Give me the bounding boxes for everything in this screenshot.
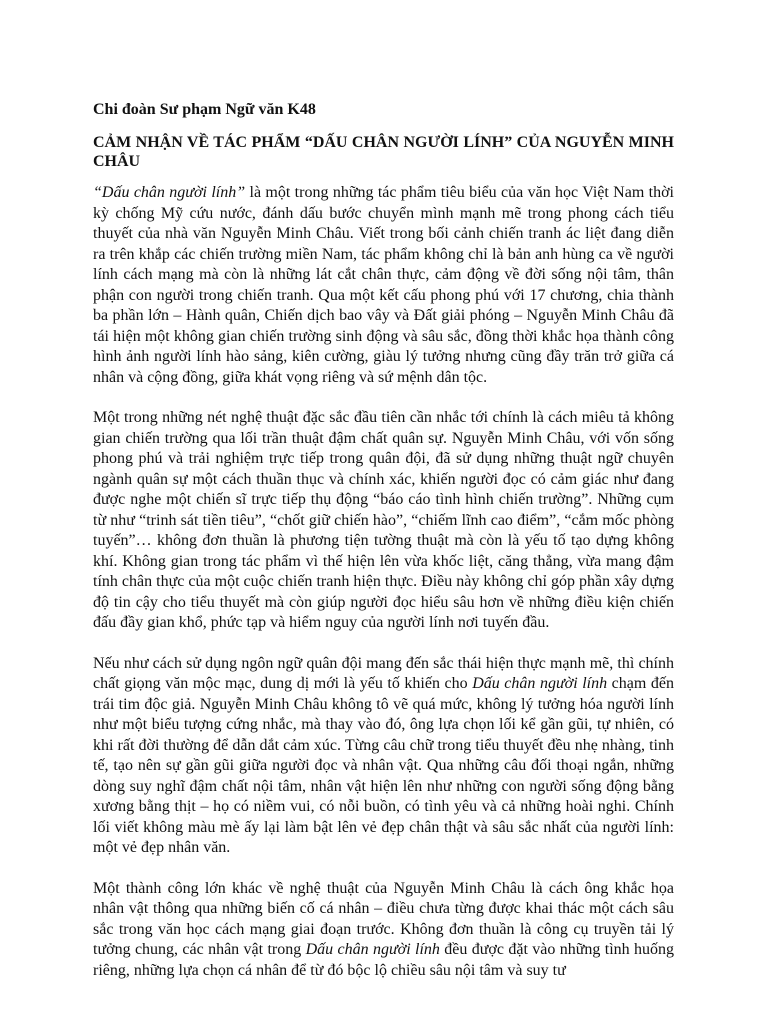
paragraph-3-before: Nếu như cách sử dụng ngôn ngữ quân đội mang đến sắc thái hiện thực mạnh mẽ, thì chính chất giọng văn mộc mạc, dung dị mới là yếu tố khiến cho xyxy=(93,654,674,692)
paragraph-4-after: đều được đặt vào những tình huống riêng, những lựa chọn cá nhân để từ đó bộc lộ chiều sâu nội tâm và suy tư xyxy=(93,941,674,979)
paragraph-2: Một trong những nét nghệ thuật đặc sắc đầu tiên cần nhắc tới chính là cách miêu tả không gian chiến trường qua lối trần thuật đậm chất quân sự. Nguyễn Minh Châu, với vốn sống phong phú và trải nghiệm trực tiếp trong quân đội, đã sử dụng những thuật ngữ chuyên ngành quân sự một cách thuần thục và chính xác, khiến người đọc có cảm giác như đang được nghe một chiến sĩ trực tiếp thụ động “báo cáo tình hình chiến trường”. Những cụm từ như “trinh sát tiền tiêu”, “chốt giữ chiến hào”, “chiếm lĩnh cao điểm”, “cắm mốc phòng tuyến”… không đơn thuần là phương tiện tường thuật mà còn là yếu tố tạo dựng không khí. Không gian trong tác phẩm vì thế hiện lên vừa khốc liệt, căng thẳng, vừa mang đậm tính chân thực của một cuộc chiến tranh hiện thực. Điều này không chỉ góp phần xây dựng độ tin cậy cho tiểu thuyết mà còn giúp người đọc hiểu sâu hơn về những điều kiện chiến đấu đầy gian khổ, phức tạp và hiểm nguy của người lính nơi tuyến đầu. xyxy=(93,409,674,631)
document-title: CẢM NHẬN VỀ TÁC PHẨM “DẤU CHÂN NGƯỜI LÍNH” CỦA NGUYỄN MINH CHÂU xyxy=(93,134,674,170)
document-page xyxy=(93,98,674,981)
paragraph-1-italic-title: “Dấu chân người lính” xyxy=(93,184,246,201)
paragraph-3-italic-title: Dấu chân người lính xyxy=(472,675,608,692)
paragraph-4 xyxy=(93,879,674,982)
organization-line: Chi đoàn Sư phạm Ngữ văn K48 xyxy=(93,101,316,118)
paragraph-3 xyxy=(93,654,674,859)
paragraph-3-after: chạm đến trái tim độc giả. Nguyễn Minh Châu không tô vẽ quá mức, không lý tưởng hóa người lính như một biểu tượng cứng nhắc, mà thay vào đó, ông lựa chọn lối kể gần gũi, tự nhiên, có khi rất đời thường để dẫn dắt cảm xúc. Từng câu chữ trong tiểu thuyết đều nhẹ nhàng, tinh tế, tạo nên sự gần gũi giữa người đọc và nhân vật. Qua những câu đối thoại ngắn, những dòng suy nghĩ đậm chất nội tâm, nhân vật hiện lên như những con người sống động bằng xương bằng thịt – họ có niềm vui, có nỗi buồn, có tình yêu và cả những hoài nghi. Chính lối viết không màu mè ấy lại làm bật lên vẻ đẹp chân thật và sâu sắc nhất của người lính: một vẻ đẹp nhân văn. xyxy=(93,675,674,856)
paragraph-1-text: là một trong những tác phẩm tiêu biểu của văn học Việt Nam thời kỳ chống Mỹ cứu nước, đánh dấu bước chuyển mình mạnh mẽ trong phong cách tiểu thuyết của nhà văn Nguyễn Minh Châu. Viết trong bối cảnh chiến tranh ác liệt đang diễn ra trên khắp các chiến trường miền Nam, tác phẩm không chỉ là bản anh hùng ca về người lính cách mạng mà còn là những lát cắt chân thực, cảm động về đời sống nội tâm, thân phận con người trong chiến tranh. Qua một kết cấu phong phú với 17 chương, chia thành ba phần lớn – Hành quân, Chiến dịch bao vây và Đất giải phóng – Nguyễn Minh Châu đã tái hiện một không gian chiến trường sinh động và sâu sắc, đồng thời khắc họa thành công hình ảnh người lính hào sảng, kiên cường, giàu lý tưởng nhưng cũng đầy trăn trở giữa cá nhân và cộng đồng, giữa khát vọng riêng và sứ mệnh dân tộc. xyxy=(93,184,674,386)
paragraph-4-italic-title: Dấu chân người lính xyxy=(305,941,440,958)
paragraph-4-before: Một thành công lớn khác về nghệ thuật của Nguyễn Minh Châu là cách ông khắc họa nhân vật thông qua những biến cố cá nhân – điều chưa từng được khai thác một cách sâu sắc trong văn học cách mạng giai đoạn trước. Không đơn thuần là công cụ truyền tải lý tưởng chung, các nhân vật trong xyxy=(93,879,674,958)
paragraph-1 xyxy=(93,183,674,388)
